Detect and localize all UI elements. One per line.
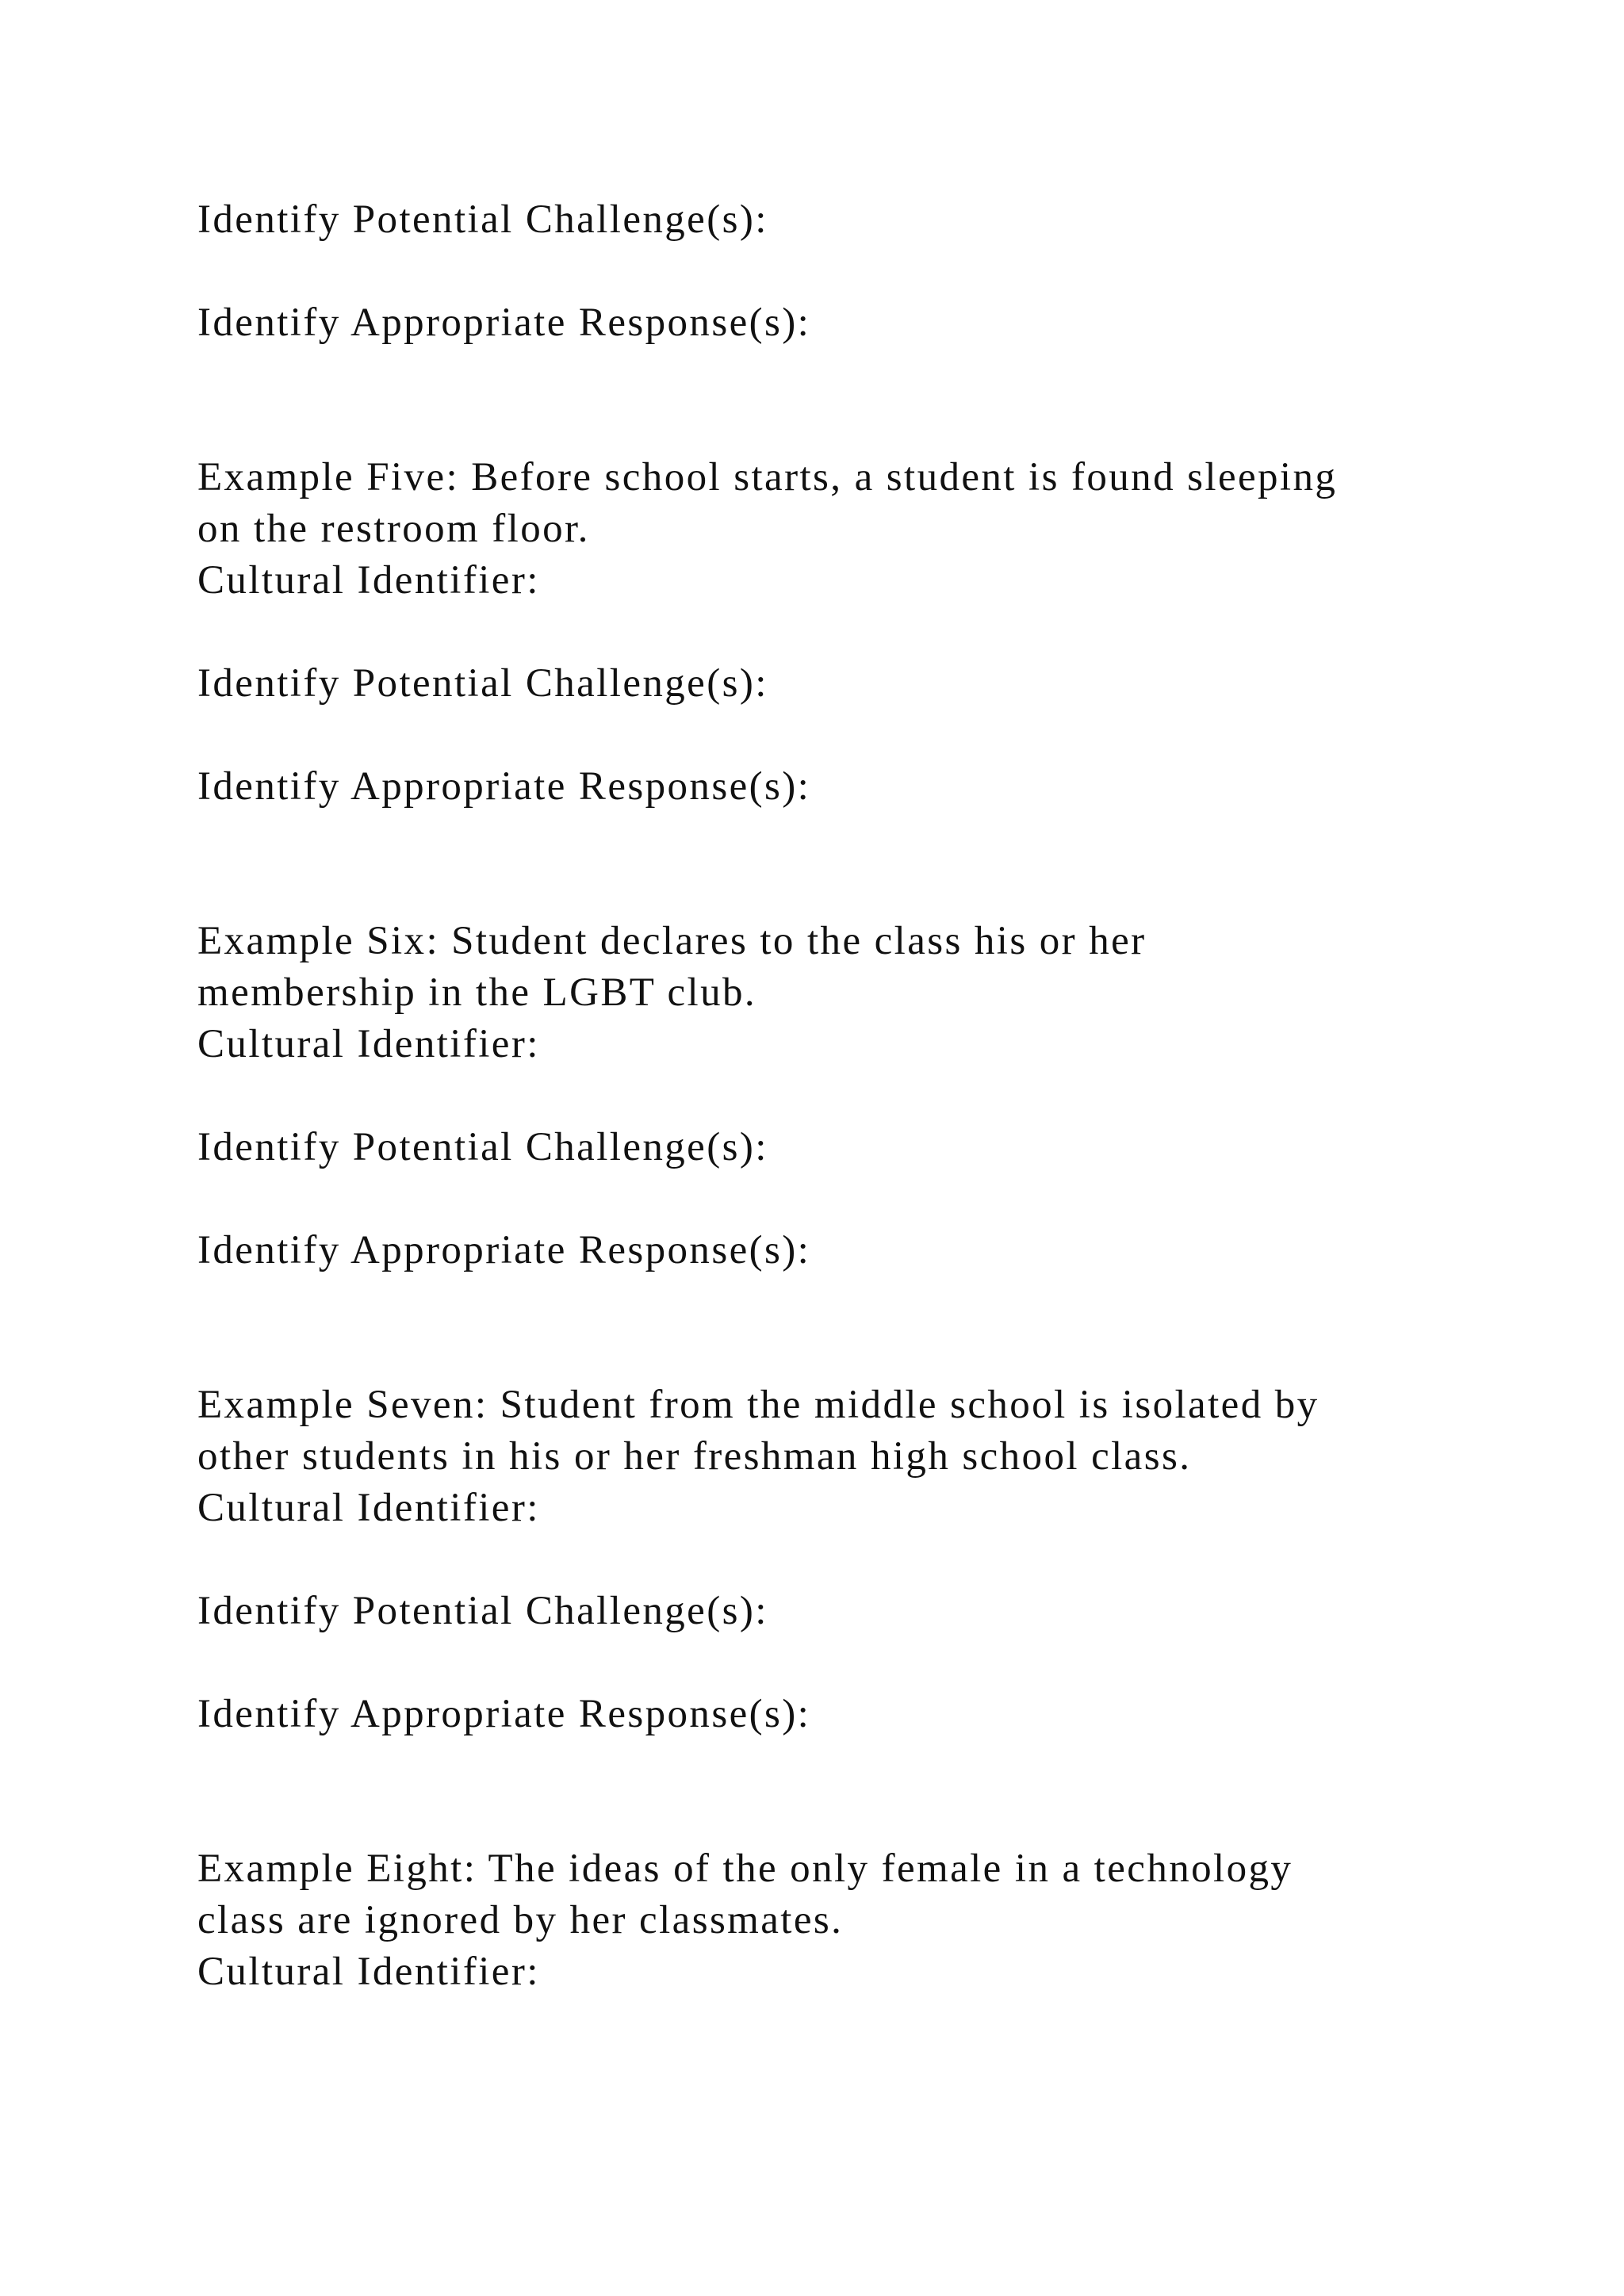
cultural-identifier-label: Cultural Identifier:	[197, 558, 540, 603]
example-seven-line-2: other students in his or her freshman high school class.	[197, 1434, 1192, 1479]
spacer	[197, 607, 1482, 658]
spacer	[197, 246, 1482, 297]
example-eight-line-2: class are ignored by her classmates.	[197, 1898, 844, 1942]
response-label: Identify Appropriate Response(s):	[197, 764, 811, 809]
document-body	[197, 194, 1482, 1998]
cultural-identifier-label: Cultural Identifier:	[197, 1950, 540, 1994]
spacer	[197, 813, 1482, 916]
spacer	[197, 1534, 1482, 1586]
challenge-label: Identify Potential Challenge(s):	[197, 661, 768, 706]
response-label: Identify Appropriate Response(s):	[197, 300, 811, 345]
spacer	[197, 1276, 1482, 1380]
example-six	[197, 916, 1482, 1276]
cultural-identifier-label: Cultural Identifier:	[197, 1022, 540, 1066]
challenge-label: Identify Potential Challenge(s):	[197, 197, 768, 242]
challenge-label: Identify Potential Challenge(s):	[197, 1589, 768, 1633]
spacer	[197, 1740, 1482, 1843]
example-eight-line-1: Example Eight: The ideas of the only female in a technology	[197, 1846, 1293, 1891]
example-eight	[197, 1843, 1482, 1998]
spacer	[197, 710, 1482, 761]
spacer	[197, 1173, 1482, 1225]
cultural-identifier-label: Cultural Identifier:	[197, 1486, 540, 1530]
spacer	[197, 1637, 1482, 1689]
example-five-line-2: on the restroom floor.	[197, 507, 590, 551]
example-six-line-2: membership in the LGBT club.	[197, 970, 757, 1015]
example-seven	[197, 1380, 1482, 1740]
example-seven-line-1: Example Seven: Student from the middle school is isolated by	[197, 1383, 1320, 1427]
example-six-line-1: Example Six: Student declares to the class his or her	[197, 919, 1147, 963]
response-label: Identify Appropriate Response(s):	[197, 1692, 811, 1736]
example-five-line-1: Example Five: Before school starts, a student is found sleeping	[197, 455, 1338, 499]
challenge-label: Identify Potential Challenge(s):	[197, 1125, 768, 1169]
response-label: Identify Appropriate Response(s):	[197, 1228, 811, 1272]
spacer	[197, 1070, 1482, 1122]
spacer	[197, 349, 1482, 452]
example-five	[197, 452, 1482, 813]
